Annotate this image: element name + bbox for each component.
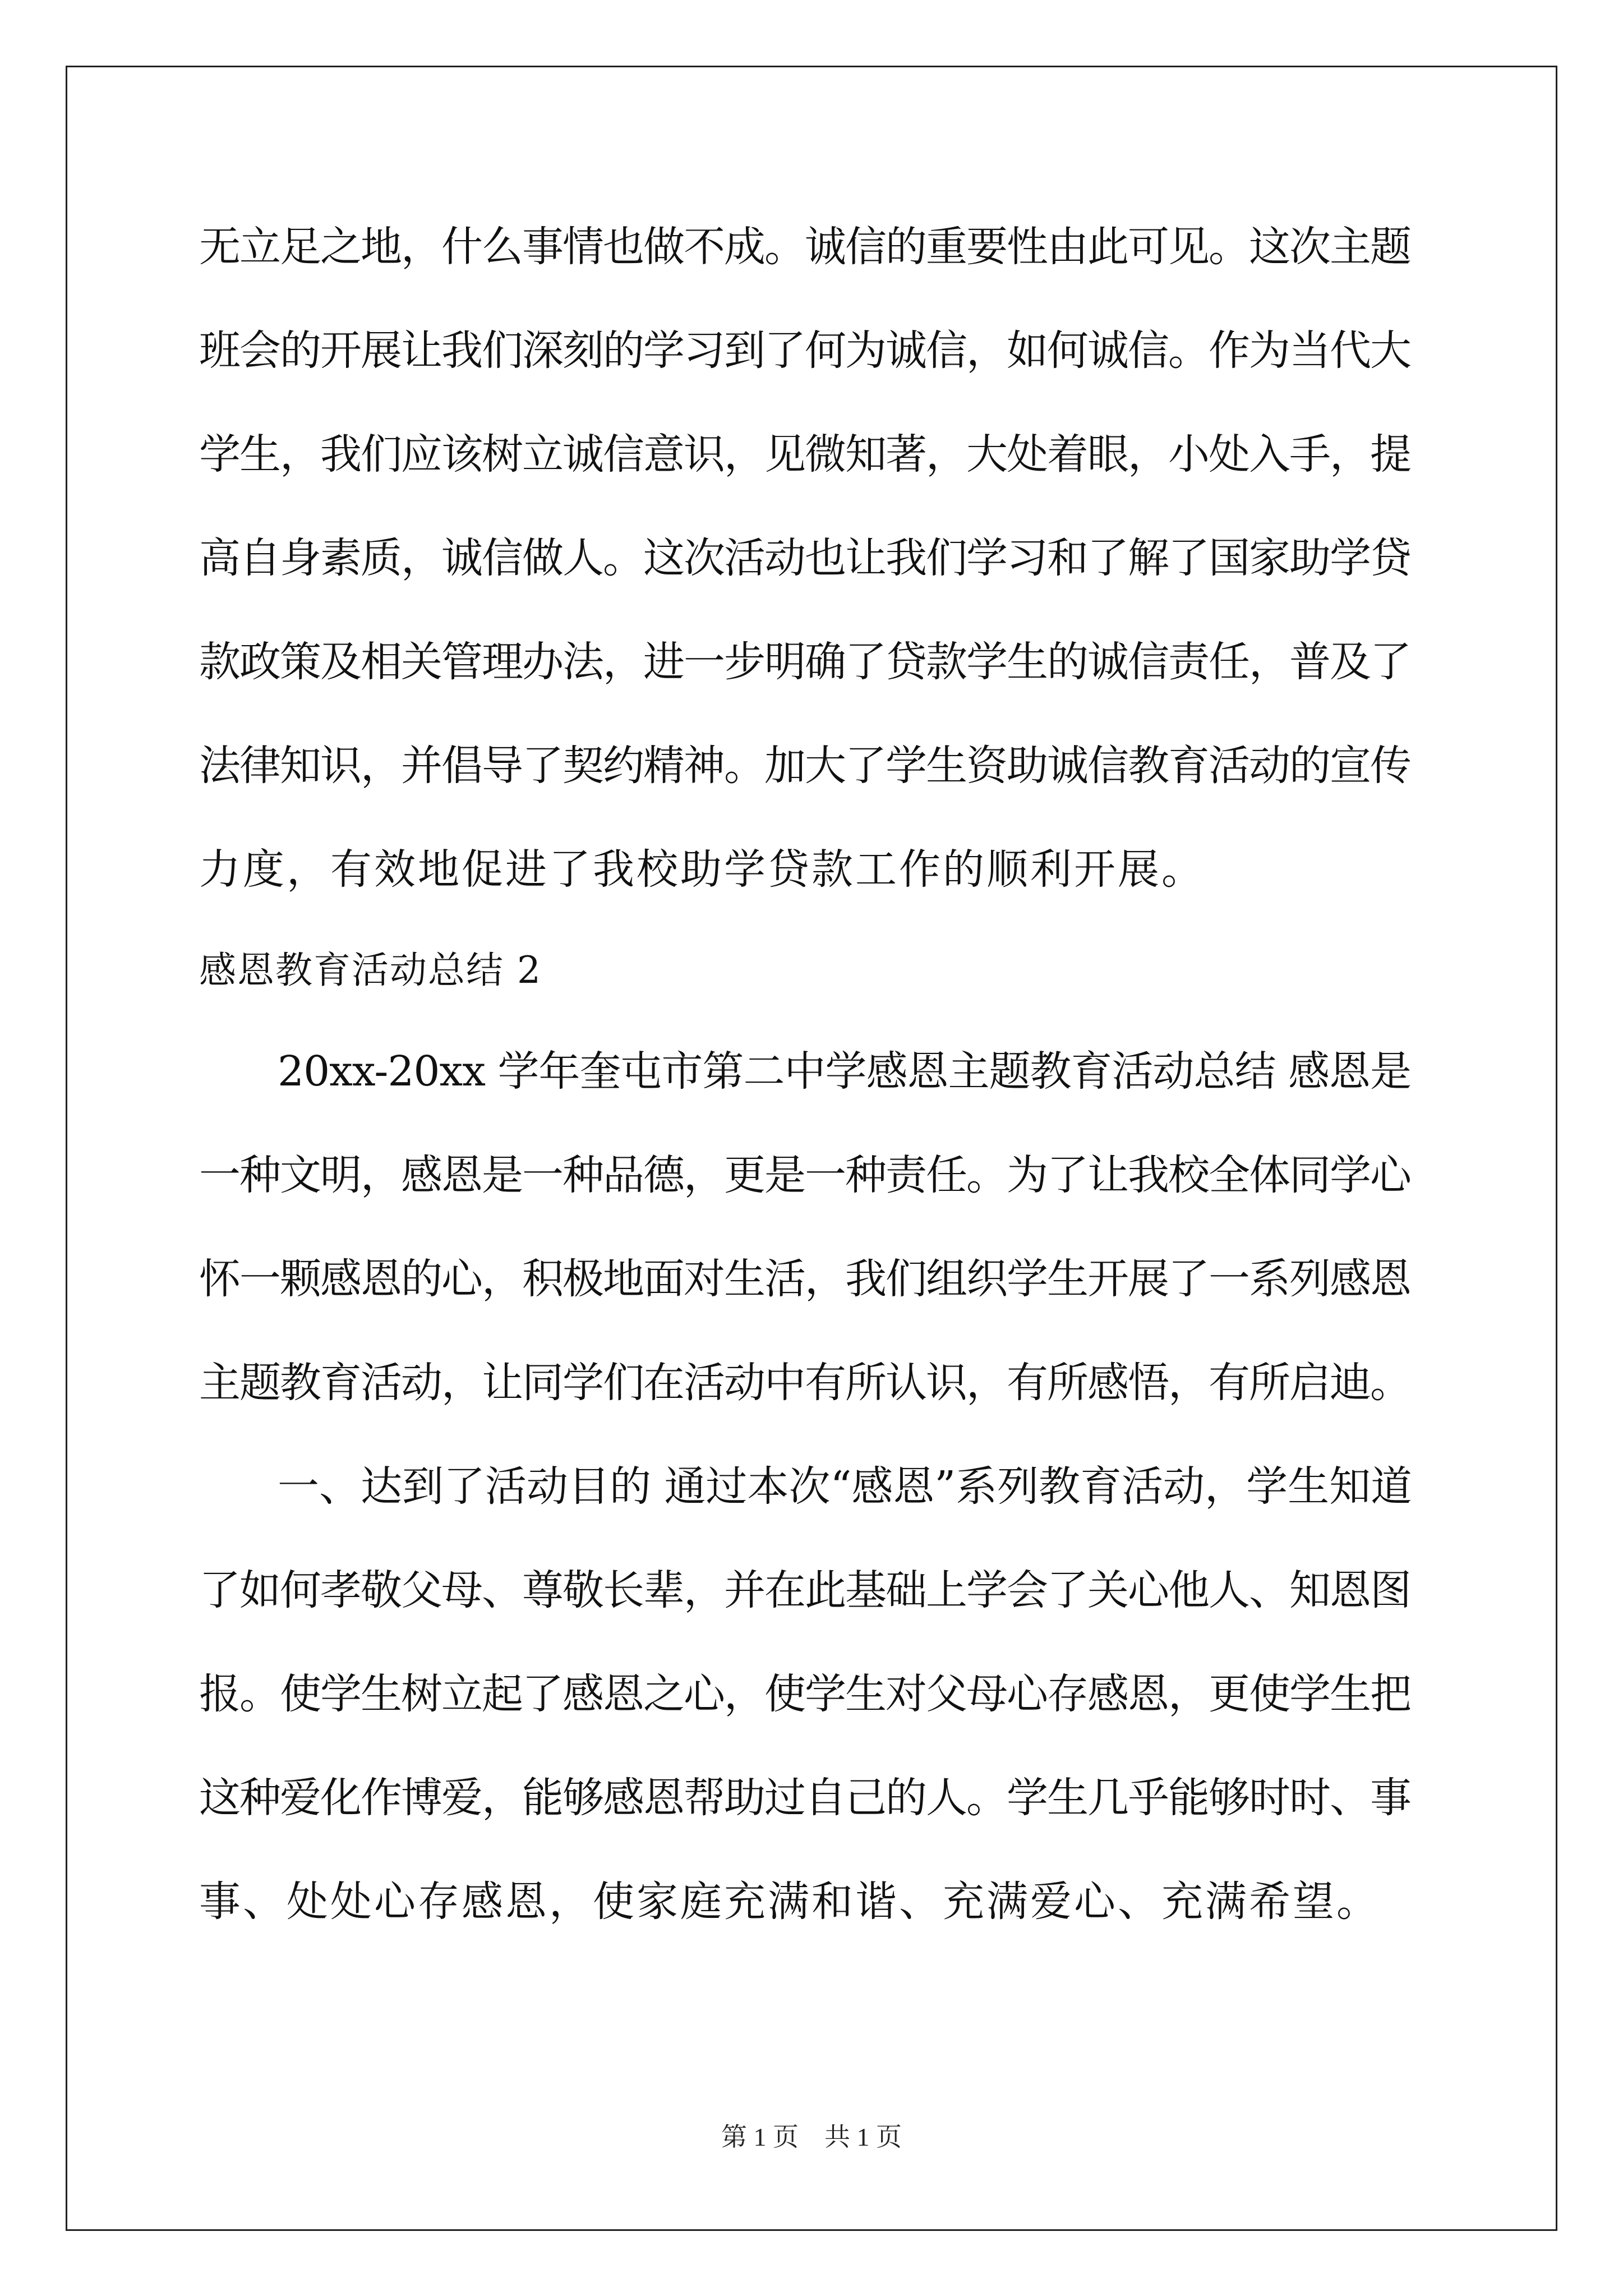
paragraph-line: 主题教育活动，让同学们在活动中有所认识，有所感悟，有所启迪。 xyxy=(199,1359,1410,1407)
section-heading: 感恩教育活动总结 2 xyxy=(199,949,542,992)
paragraph-line: 法律知识，并倡导了契约精神。加大了学生资助诚信教育活动的宣传 xyxy=(199,742,1410,790)
paragraph-line: 一种文明，感恩是一种品德，更是一种责任。为了让我校全体同学心 xyxy=(199,1151,1410,1199)
paragraph-line: 了如何孝敬父母、尊敬长辈，并在此基础上学会了关心他人、知恩图 xyxy=(199,1566,1410,1614)
paragraph-line: 怀一颗感恩的心，积极地面对生活，我们组织学生开展了一系列感恩 xyxy=(199,1255,1410,1303)
paragraph-line: 20xx-20xx 学年奎屯市第二中学感恩主题教育活动总结 感恩是 xyxy=(278,1047,1412,1096)
paragraph-line: 无立足之地，什么事情也做不成。诚信的重要性由此可见。这次主题 xyxy=(199,223,1410,271)
paragraph-line: 报。使学生树立起了感恩之心，使学生对父母心存感恩，更使学生把 xyxy=(199,1670,1410,1718)
paragraph-line: 力度，有效地促进了我校助学贷款工作的顺利开展。 xyxy=(199,845,1205,894)
paragraph-line: 事、处处心存感恩，使家庭充满和谐、充满爱心、充满希望。 xyxy=(199,1878,1380,1926)
paragraph-line: 高自身素质，诚信做人。这次活动也让我们学习和了解了国家助学贷 xyxy=(199,534,1410,582)
paragraph-line: 这种爱化作博爱，能够感恩帮助过自己的人。学生几乎能够时时、事 xyxy=(199,1774,1410,1822)
paragraph-line: 款政策及相关管理办法，进一步明确了贷款学生的诚信责任，普及了 xyxy=(199,638,1410,686)
paragraph-line: 一、达到了活动目的 通过本次“感恩”系列教育活动，学生知道 xyxy=(278,1462,1413,1511)
paragraph-line: 学生，我们应该树立诚信意识，见微知著，大处着眼，小处入手，提 xyxy=(199,430,1410,478)
page-number-footer: 第 1 页 共 1 页 xyxy=(721,2123,902,2151)
paragraph-line: 班会的开展让我们深刻的学习到了何为诚信，如何诚信。作为当代大 xyxy=(199,326,1410,375)
